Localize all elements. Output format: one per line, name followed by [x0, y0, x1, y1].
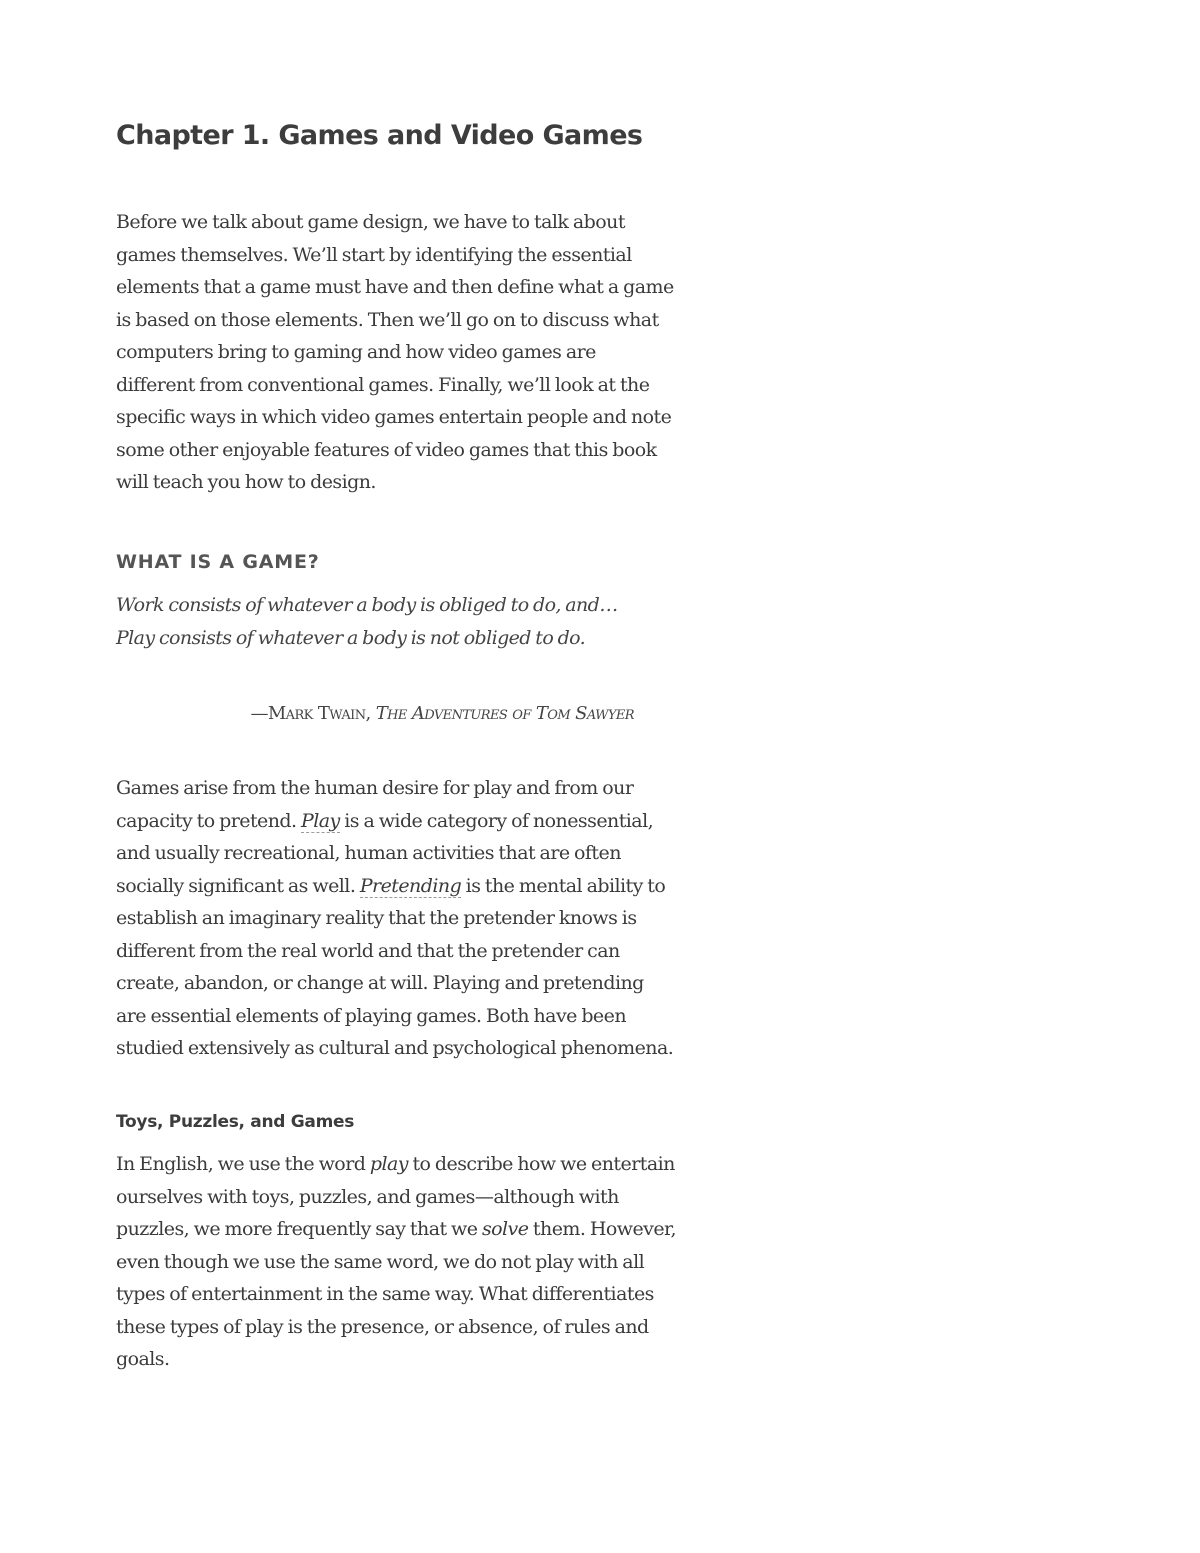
toys-puzzles-paragraph: [116, 1148, 676, 1376]
chapter-title: Chapter 1. Games and Video Games: [116, 120, 643, 151]
paragraph-text: is the mental ability to establish an imaginary reality that the pretender knows is different from the real world and that the pretender can create, abandon, or change at will. Playing and pretending are essential elements of playing games. Both have been studied extensively as cultural and psychological phenomena.: [116, 874, 674, 1059]
epigraph-author: —Mark Twain,: [250, 703, 371, 724]
play-pretend-paragraph: [116, 772, 676, 1065]
paragraph-text: them. However, even though we use the same word, we do not play with all types of entertainment in the same way. What differentiates these types of play is the presence, or absence, of rules and goals.: [116, 1218, 676, 1370]
intro-paragraph: Before we talk about game design, we have to talk about games themselves. We’ll start by identifying the essential elements that a game must have and then define what a game is based on those elements. Then we’ll go on to discuss what computers bring to gaming and how video games are different from conventional games. Finally, we’ll look at the specific ways in which video games entertain people and note some other enjoyable features of video games that this book will teach you how to design.: [116, 211, 674, 493]
glossary-term-play[interactable]: Play: [301, 809, 340, 832]
glossary-term-pretending[interactable]: Pretending: [359, 874, 462, 897]
paragraph-text: Games arise from the human desire for play and from our capacity to pretend.: [116, 777, 634, 832]
section-heading: WHAT IS A GAME?: [116, 551, 320, 573]
paragraph-text: to describe how we entertain ourselves with toys, puzzles, and games—although with puzzles, we more frequently say that we: [116, 1153, 675, 1240]
paragraph-text: is a wide category of nonessential, and usually recreational, human activities that are often socially significant as well.: [116, 809, 654, 897]
emphasis-play: play: [369, 1153, 408, 1175]
paragraph-text: In English, we use the word: [116, 1153, 370, 1175]
epigraph-attribution: [116, 696, 634, 731]
epigraph-work-title: The Adventures of Tom Sawyer: [375, 703, 634, 724]
emphasis-solve: solve: [481, 1218, 529, 1240]
subsection-heading: Toys, Puzzles, and Games: [116, 1112, 355, 1132]
epigraph-quote: Work consists of whatever a body is obliged to do, and… Play consists of whatever a body is not obliged to do.: [116, 594, 618, 649]
